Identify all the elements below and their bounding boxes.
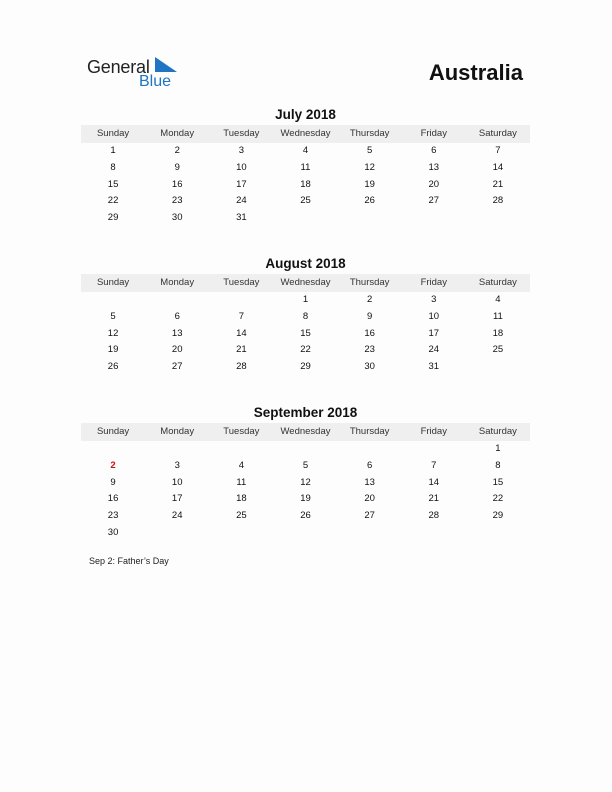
- month-title: August 2018: [265, 256, 346, 271]
- holiday-day-cell: 2: [110, 459, 116, 471]
- day-cell: 12: [364, 161, 375, 173]
- day-cell: 17: [171, 493, 183, 505]
- week-row: [81, 292, 530, 309]
- day-cell: 8: [495, 459, 501, 471]
- day-cell: 20: [171, 344, 183, 356]
- day-cell: 29: [300, 361, 311, 373]
- day-cell: 11: [236, 476, 247, 488]
- day-cell: 9: [366, 310, 373, 322]
- day-cell: 12: [300, 476, 311, 488]
- day-cell: 2: [366, 294, 373, 305]
- day-cell: 12: [107, 327, 119, 339]
- week-row: [81, 177, 530, 194]
- day-cell: [273, 441, 337, 458]
- week-row: [81, 160, 530, 177]
- week-row: [81, 458, 530, 475]
- country-title: Australia: [428, 60, 523, 85]
- day-cell: [338, 441, 402, 458]
- day-cell: 31: [236, 212, 247, 224]
- weekday-label: Tuesday: [223, 277, 260, 288]
- day-cell: 9: [174, 161, 180, 173]
- day-cell: 29: [492, 510, 504, 522]
- day-cell: [273, 210, 337, 227]
- week-row: [81, 475, 530, 492]
- day-cell: [209, 292, 273, 309]
- day-cell: [145, 525, 209, 542]
- day-cell: 16: [364, 327, 375, 339]
- day-cell: 15: [300, 327, 311, 339]
- day-cell: [402, 210, 466, 227]
- day-cell: 28: [492, 195, 504, 207]
- generalblue-logo: [87, 55, 187, 91]
- day-cell: 17: [236, 178, 247, 190]
- day-cell: 22: [107, 195, 119, 207]
- weekday-label: Saturday: [478, 426, 517, 437]
- weekday-label: Friday: [420, 277, 447, 288]
- week-row: [81, 342, 530, 359]
- week-row: [81, 525, 530, 542]
- weekday-label: Saturday: [478, 277, 517, 288]
- day-cell: 25: [300, 195, 311, 207]
- weekday-label: Thursday: [349, 426, 390, 437]
- day-cell: [81, 441, 145, 458]
- week-row: [81, 193, 530, 210]
- day-cell: 11: [492, 310, 503, 322]
- month-calendar-september: [81, 404, 530, 542]
- logo-triangle-icon: [155, 57, 177, 72]
- day-cell: 8: [302, 310, 309, 322]
- week-row: [81, 326, 530, 343]
- day-cell: 27: [364, 510, 375, 522]
- weekday-label: Saturday: [478, 128, 517, 139]
- day-cell: 6: [431, 145, 437, 156]
- day-cell: [273, 525, 337, 542]
- weekday-label: Sunday: [96, 426, 130, 437]
- day-cell: 30: [171, 212, 183, 224]
- day-cell: 29: [107, 212, 119, 224]
- week-row: [81, 143, 530, 160]
- day-cell: 4: [495, 294, 501, 305]
- day-cell: [209, 441, 273, 458]
- week-row: [81, 309, 530, 326]
- day-cell: 7: [495, 145, 501, 156]
- day-cell: 6: [366, 459, 373, 471]
- day-cell: 20: [364, 493, 375, 505]
- month-title: September 2018: [253, 405, 358, 420]
- logo-text-blue: Blue: [139, 73, 172, 90]
- day-cell: 21: [492, 178, 504, 190]
- month-calendar-july: [81, 106, 530, 227]
- week-row: [81, 491, 530, 508]
- day-cell: 26: [107, 361, 119, 373]
- day-cell: 14: [428, 476, 440, 488]
- day-cell: 18: [236, 493, 247, 505]
- day-cell: 3: [431, 294, 437, 305]
- day-cell: 10: [236, 161, 247, 173]
- weekday-label: Wednesday: [280, 426, 331, 437]
- day-cell: 22: [300, 344, 311, 356]
- day-cell: 28: [236, 361, 247, 373]
- weekday-label: Monday: [160, 426, 195, 437]
- weekday-header-row: [81, 274, 530, 292]
- day-cell: 23: [107, 510, 119, 522]
- day-cell: 1: [110, 145, 116, 156]
- weekday-header-row: [81, 423, 530, 441]
- day-cell: 4: [238, 459, 244, 471]
- day-cell: 26: [364, 195, 375, 207]
- week-row: [81, 508, 530, 525]
- day-cell: 1: [302, 294, 309, 305]
- day-cell: 27: [171, 361, 183, 373]
- day-cell: 14: [236, 327, 247, 339]
- day-cell: 24: [171, 510, 183, 522]
- day-cell: 6: [174, 310, 180, 322]
- day-cell: 28: [428, 510, 440, 522]
- day-cell: 3: [174, 459, 180, 471]
- day-cell: 20: [428, 178, 440, 190]
- weekday-label: Sunday: [96, 277, 130, 288]
- day-cell: 31: [428, 361, 440, 373]
- day-cell: 7: [238, 310, 244, 322]
- weekday-label: Wednesday: [280, 128, 331, 139]
- day-cell: 26: [300, 510, 311, 522]
- day-cell: 8: [110, 161, 116, 173]
- weekday-label: Sunday: [96, 128, 130, 139]
- week-row: [81, 441, 530, 458]
- month-title: July 2018: [275, 107, 336, 122]
- week-row: [81, 210, 530, 227]
- day-cell: 7: [431, 459, 437, 471]
- day-cell: 9: [110, 476, 116, 488]
- day-cell: 18: [300, 178, 311, 190]
- weekday-label: Tuesday: [223, 426, 260, 437]
- holiday-note: Sep 2: Father’s Day: [89, 556, 169, 566]
- day-cell: 17: [428, 327, 440, 339]
- weekday-label: Friday: [420, 128, 447, 139]
- day-cell: [466, 525, 530, 542]
- weekday-label: Monday: [160, 128, 195, 139]
- day-cell: [402, 441, 466, 458]
- day-cell: [145, 441, 209, 458]
- day-cell: 14: [492, 161, 504, 173]
- day-cell: [466, 359, 530, 376]
- day-cell: [81, 292, 145, 309]
- day-cell: 19: [364, 178, 375, 190]
- day-cell: 10: [428, 310, 440, 322]
- day-cell: 19: [107, 344, 119, 356]
- day-cell: [466, 210, 530, 227]
- day-cell: 25: [492, 344, 504, 356]
- day-cell: 11: [300, 161, 311, 173]
- weekday-label: Monday: [160, 277, 195, 288]
- day-cell: [145, 292, 209, 309]
- day-cell: 10: [171, 476, 183, 488]
- day-cell: 5: [110, 310, 116, 322]
- day-cell: 13: [364, 476, 375, 488]
- day-cell: 24: [428, 344, 440, 356]
- day-cell: 23: [364, 344, 375, 356]
- day-cell: 24: [236, 195, 247, 207]
- day-cell: [338, 525, 402, 542]
- day-cell: 19: [300, 493, 311, 505]
- day-cell: 1: [495, 443, 501, 454]
- day-cell: 5: [302, 459, 309, 471]
- weekday-label: Wednesday: [280, 277, 331, 288]
- week-row: [81, 359, 530, 376]
- day-cell: [338, 210, 402, 227]
- day-cell: 13: [428, 161, 440, 173]
- day-cell: 25: [236, 510, 247, 522]
- weekday-header-row: [81, 125, 530, 143]
- day-cell: 16: [107, 493, 119, 505]
- day-cell: 3: [238, 145, 244, 156]
- day-cell: 2: [174, 145, 180, 156]
- day-cell: [209, 525, 273, 542]
- month-calendar-august: [81, 255, 530, 376]
- day-cell: 22: [492, 493, 504, 505]
- day-cell: 21: [236, 344, 247, 356]
- logo-text-general: General: [87, 57, 150, 77]
- weekday-label: Friday: [420, 426, 447, 437]
- day-cell: 30: [107, 526, 119, 538]
- day-cell: 5: [366, 145, 373, 156]
- day-cell: 27: [428, 195, 440, 207]
- day-cell: 21: [428, 493, 440, 505]
- weekday-label: Thursday: [349, 277, 390, 288]
- weekday-label: Tuesday: [223, 128, 260, 139]
- weekday-label: Thursday: [349, 128, 390, 139]
- day-cell: 13: [171, 327, 183, 339]
- day-cell: 15: [107, 178, 119, 190]
- day-cell: 16: [171, 178, 183, 190]
- day-cell: 23: [171, 195, 183, 207]
- day-cell: 18: [492, 327, 504, 339]
- day-cell: 4: [302, 145, 309, 156]
- day-cell: 15: [492, 476, 504, 488]
- day-cell: [402, 525, 466, 542]
- day-cell: 30: [364, 361, 375, 373]
